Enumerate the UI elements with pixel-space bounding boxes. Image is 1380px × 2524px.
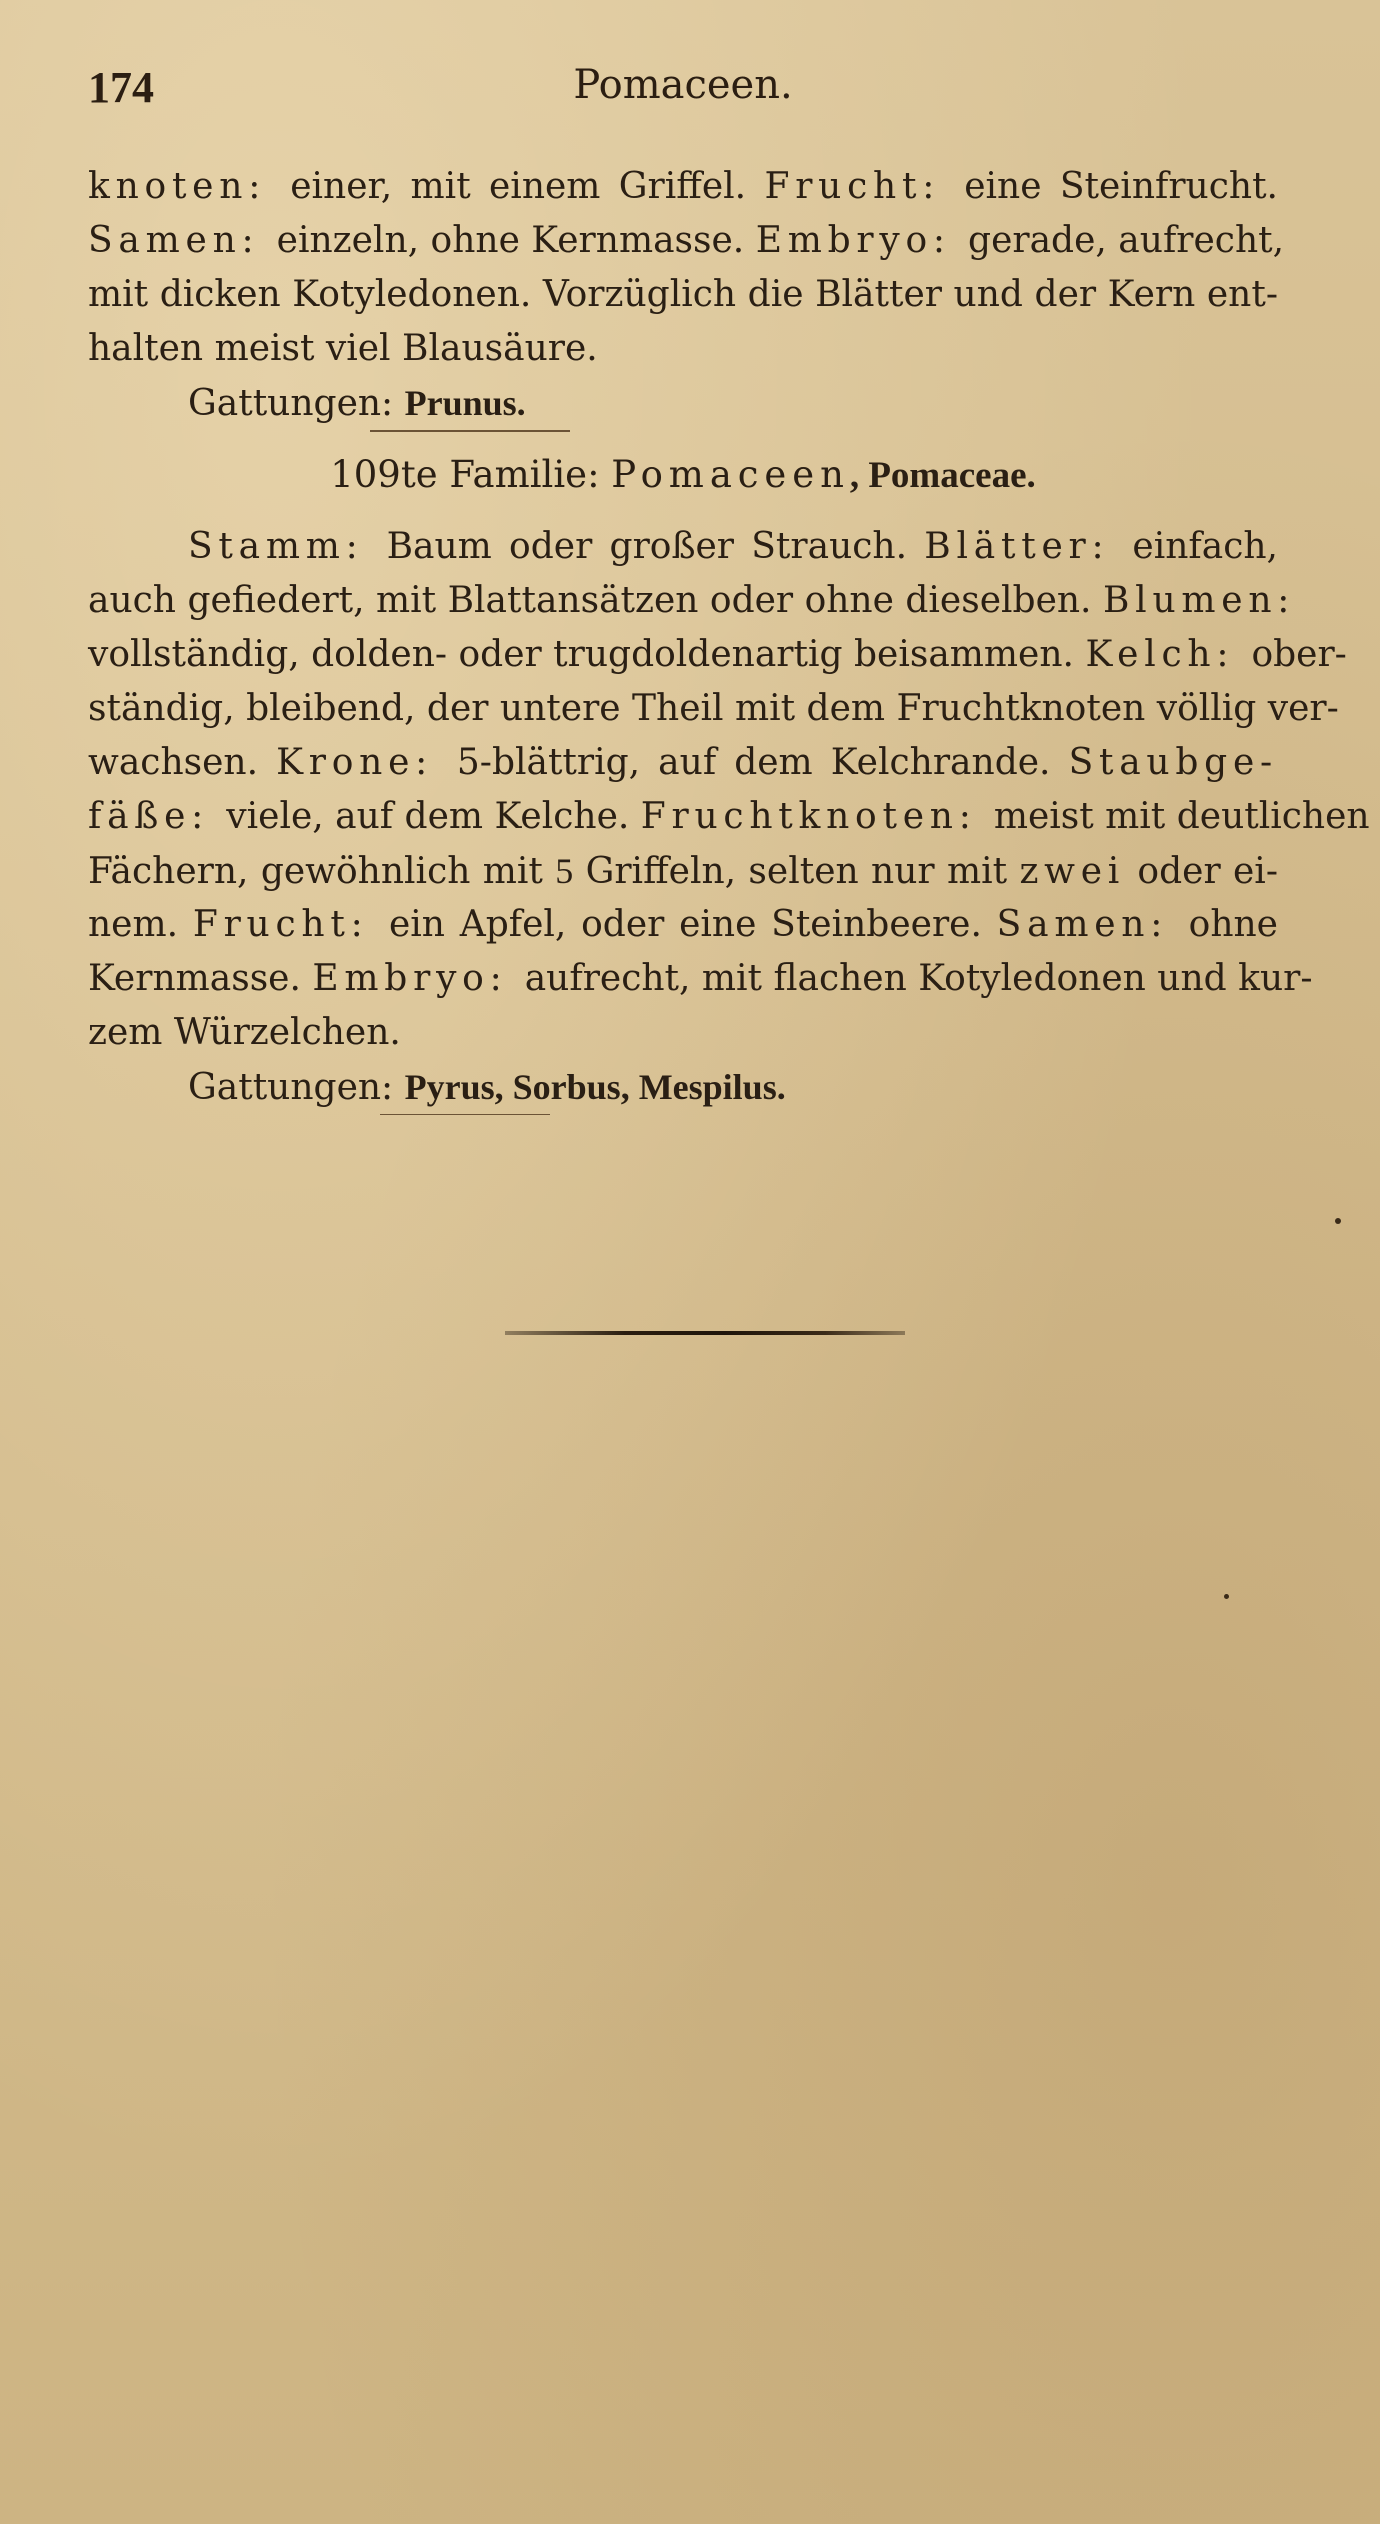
emphasized-term: zwei — [1019, 851, 1126, 892]
emphasized-term: fäße: — [88, 796, 227, 837]
text-segment: zem Würzelchen. — [88, 1012, 401, 1053]
text-segment: ständig, bleibend, der untere Theil mit dem Fruchtknoten völlig ver- — [88, 688, 1339, 729]
emphasized-term: Krone: — [276, 742, 457, 783]
text-line — [88, 160, 1278, 214]
genera-label: Gattungen: — [188, 1067, 405, 1108]
emphasized-term: knoten: — [88, 166, 291, 207]
text-segment: wachsen. — [88, 742, 277, 783]
text-segment: meist mit deutlichen — [993, 796, 1370, 837]
text-segment: nem. — [88, 904, 193, 945]
emphasized-term: Staubge- — [1068, 742, 1278, 783]
text-segment: ein Apfel, oder eine Steinbeere. — [388, 904, 997, 945]
genera-line — [88, 376, 1278, 431]
text-segment: einer, mit einem Griffel. — [290, 166, 765, 207]
emphasized-term: Embryo: — [312, 958, 525, 999]
text-segment: auch gefiedert, mit Blattansätzen oder ohne dieselben. — [88, 580, 1103, 621]
text-line — [88, 214, 1285, 268]
paper-speck — [1224, 1594, 1229, 1599]
emphasized-term: Frucht: — [764, 166, 965, 207]
text-segment: aufrecht, mit flachen Kotyledonen und kur- — [524, 958, 1313, 999]
text-line — [88, 520, 1278, 574]
text-segment: einfach, — [1132, 526, 1278, 567]
separator-rule — [380, 1114, 550, 1115]
text-segment: Baum oder großer Strauch. — [386, 526, 925, 567]
family-latin-name: , Pomaceae. — [849, 455, 1036, 496]
genera-names: Prunus. — [404, 383, 526, 423]
text-segment: vollständig, dolden- oder trugdoldenartig beisammen. — [88, 634, 1086, 675]
text-segment: ober- — [1251, 634, 1347, 675]
text-segment: einzeln, ohne Kernmasse. — [276, 220, 756, 261]
emphasized-term: Samen: — [996, 904, 1189, 945]
family-number: 109te Familie: — [330, 453, 612, 496]
separator-rule — [370, 430, 570, 432]
text-segment: Griffeln, selten nur mit — [573, 851, 1020, 892]
genera-line — [88, 1060, 1278, 1115]
text-segment: gerade, aufrecht, — [968, 220, 1285, 261]
text-segment: 5 — [555, 851, 574, 891]
emphasized-term: Stamm: — [188, 526, 387, 567]
text-line — [88, 322, 1278, 376]
text-segment: viele, auf dem Kelche. — [226, 796, 641, 837]
emphasized-term: Fruchtknoten: — [640, 796, 994, 837]
text-line — [88, 1006, 1278, 1060]
text-segment: eine Steinfrucht. — [964, 166, 1278, 207]
paper-speck — [1335, 1218, 1341, 1224]
text-line — [88, 790, 1370, 844]
emphasized-term: Embryo: — [755, 220, 969, 261]
genera-names: Pyrus, Sorbus, Mespilus. — [404, 1067, 786, 1107]
text-line — [88, 628, 1347, 682]
emphasized-term: Blätter: — [924, 526, 1133, 567]
emphasized-term: Frucht: — [192, 904, 389, 945]
text-segment: ohne — [1188, 904, 1278, 945]
family-heading — [88, 448, 1278, 503]
emphasized-term: Blumen: — [1102, 580, 1296, 621]
page-number: 174 — [88, 63, 154, 112]
family-german-name: Pomaceen — [611, 453, 850, 496]
text-segment: halten meist viel Blausäure. — [88, 328, 598, 369]
text-segment: mit dicken Kotyledonen. Vorzüglich die Blätter und der Kern ent- — [88, 274, 1278, 315]
emphasized-term: Samen: — [88, 220, 277, 261]
text-segment: Kernmasse. — [88, 958, 313, 999]
text-segment: 5-blättrig, auf dem Kelchrande. — [456, 742, 1069, 783]
text-segment: oder ei- — [1125, 851, 1278, 892]
text-line — [88, 574, 1296, 628]
text-line — [88, 952, 1313, 1006]
running-title: Pomaceen. — [573, 62, 793, 108]
text-line — [88, 844, 1278, 899]
end-rule — [505, 1331, 905, 1335]
text-line — [88, 736, 1278, 790]
text-line — [88, 682, 1339, 736]
genera-label: Gattungen: — [188, 383, 405, 424]
text-line — [88, 268, 1278, 322]
text-line — [88, 898, 1278, 952]
text-segment: Fächern, gewöhnlich mit — [88, 851, 556, 892]
emphasized-term: Kelch: — [1085, 634, 1252, 675]
page-header — [88, 62, 1278, 132]
